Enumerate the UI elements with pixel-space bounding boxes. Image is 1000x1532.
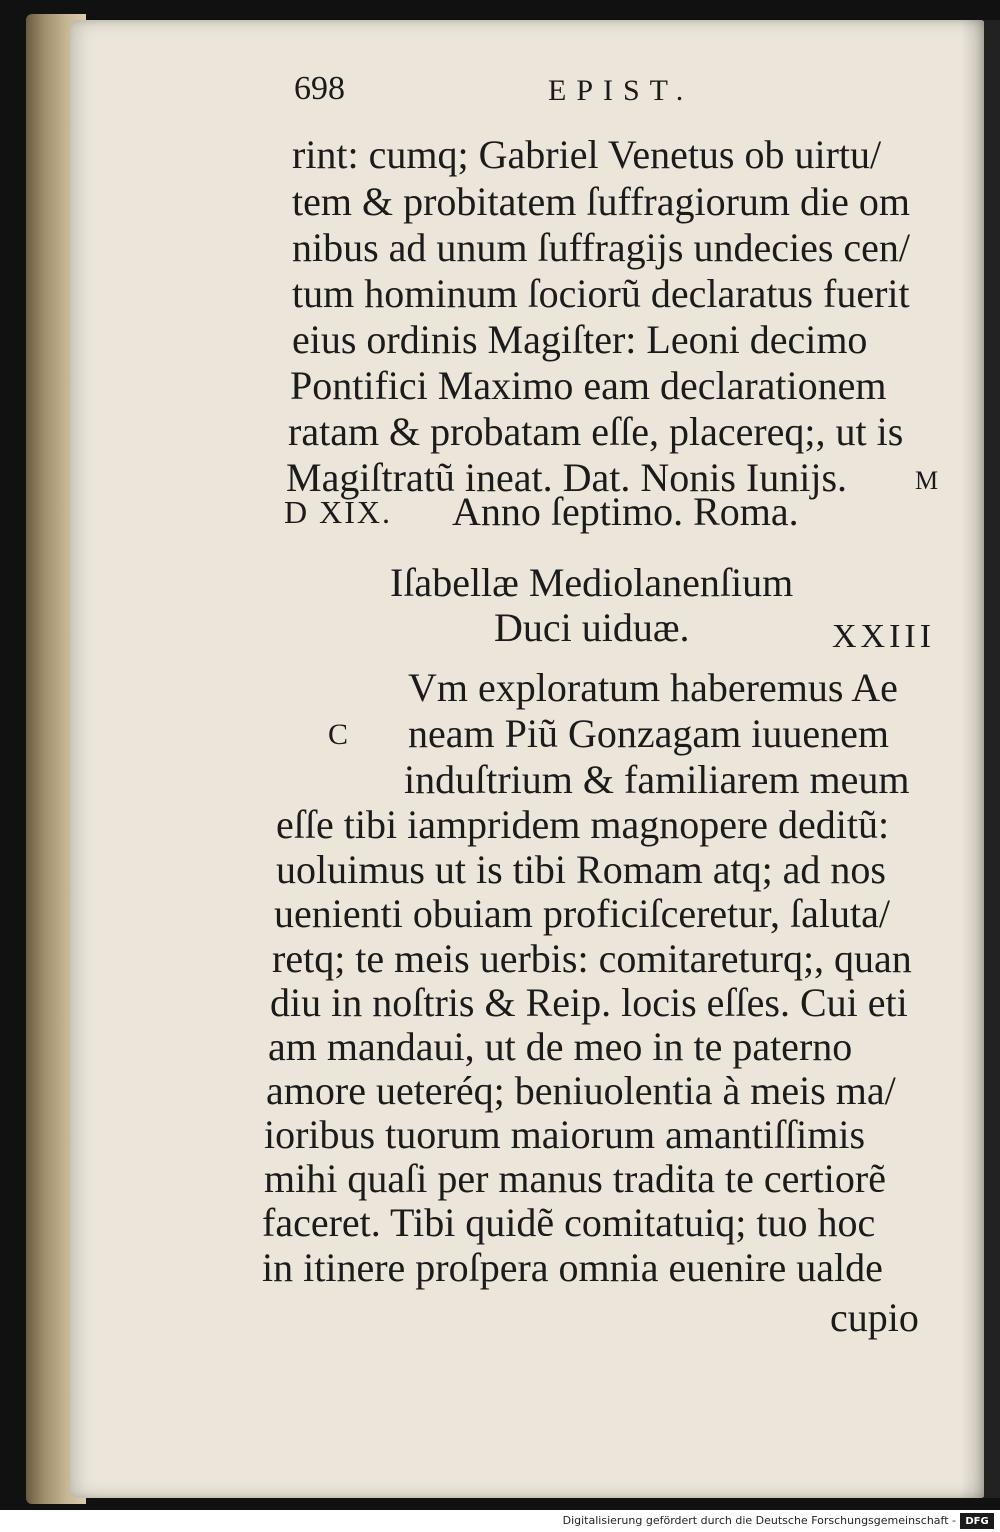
text-line: faceret. Tibi quidẽ comitatuiq; tuo hoc <box>262 1200 876 1245</box>
text-line: eius ordinis Magiſter: Leoni decimo <box>292 317 868 362</box>
drop-cap-guide-letter: C <box>328 718 349 751</box>
text-line: tem & probitatem ſuffragiorum die om <box>292 179 911 224</box>
text-line: diu in noſtris & Reip. locis eſſes. Cui eti <box>270 980 908 1025</box>
folio-number: 698 <box>294 70 345 107</box>
catchword: cupio <box>830 1295 919 1340</box>
funding-credit: Digitalisierung gefördert durch die Deutsche Forschungsgemeinschaft - <box>562 1514 956 1527</box>
text-line: eſſe tibi iampridem magnopere deditũ: <box>276 802 890 847</box>
text-line: rint: cumq; Gabriel Venetus ob uirtu/ <box>292 132 882 177</box>
text-line: nibus ad unum ſuffragijs undecies cen/ <box>292 225 911 270</box>
text-line: ioribus tuorum maiorum amantiſſimis <box>264 1112 866 1157</box>
running-head: EPIST. <box>548 74 694 107</box>
facing-page-edge <box>984 20 1000 1498</box>
text-line: ratam & probatam eſſe, placereq;, ut is <box>288 409 904 454</box>
text-line: uoluimus ut is tibi Romam atq; ad nos <box>276 847 886 892</box>
letter-number: XXIII <box>832 618 936 655</box>
text-line: in itinere proſpera omnia euenire ualde <box>262 1245 883 1290</box>
text-line: neam Piũ Gonzagam iuuenem <box>408 711 889 756</box>
letter-heading-line1: Iſabellæ Mediolanenſium <box>390 560 794 605</box>
text-line: mihi quaſi per manus tradita te certiorẽ <box>264 1156 886 1201</box>
dfg-logo: DFG <box>960 1513 994 1529</box>
roman-numeral-m: M <box>915 466 941 495</box>
gutter-shadow <box>961 20 985 1498</box>
text-line: tum hominum ſociorũ declaratus fuerit <box>292 271 910 316</box>
text-line: retq; te meis uerbis: comitareturq;, quan <box>272 936 912 981</box>
digitization-footer <box>0 1510 1000 1532</box>
roman-numeral-date: D XIX. <box>284 494 392 530</box>
text-line: Vm exploratum haberemus Ae <box>408 665 898 710</box>
text-line: Anno ſeptimo. Roma. <box>452 489 799 534</box>
text-line: Magiſtratũ ineat. Dat. Nonis Iunijs. <box>286 455 848 500</box>
text-line: induſtrium & familiarem meum <box>404 757 910 802</box>
text-line: am mandaui, ut de meo in te paterno <box>268 1024 853 1069</box>
text-line: amore ueteréq; beniuolentia à meis ma/ <box>266 1068 896 1113</box>
text-line: Pontifici Maximo eam declarationem <box>290 363 887 408</box>
text-line: uenienti obuiam proficiſceretur, ſaluta/ <box>274 891 890 936</box>
letter-heading-line2: Duci uiduæ. <box>494 605 690 650</box>
